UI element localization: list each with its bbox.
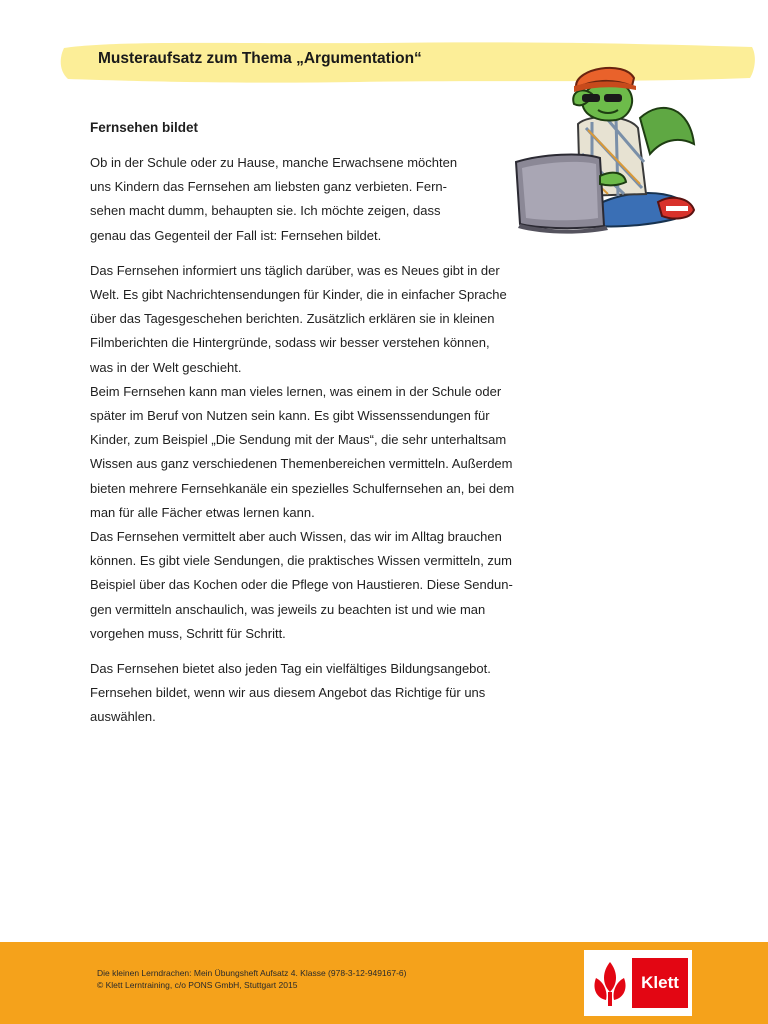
text-line: sehen macht dumm, behaupten sie. Ich möchte zeigen, dass bbox=[90, 203, 441, 219]
essay bbox=[90, 118, 570, 741]
text-line: können. Es gibt viele Sendungen, die praktisches Wissen vermitteln, zum bbox=[90, 553, 512, 569]
paragraph-main bbox=[90, 259, 570, 646]
text-line: uns Kindern das Fernsehen am liebsten ganz verbieten. Fern- bbox=[90, 179, 447, 195]
text-line: vorgehen muss, Schritt für Schritt. bbox=[90, 625, 286, 641]
text-line: Beispiel über das Kochen oder die Pflege von Haustieren. Diese Sendun- bbox=[90, 577, 513, 593]
text-line: Wissen aus ganz verschiedenen Themenbereichen vermitteln. Außerdem bbox=[90, 456, 513, 472]
klett-logo-icon bbox=[590, 958, 630, 1008]
text-line: gen vermitteln anschaulich, was jeweils zu beachten ist und wie man bbox=[90, 601, 486, 617]
paragraph-conclusion bbox=[90, 657, 570, 730]
credit-line: Die kleinen Lerndrachen: Mein Übungsheft Aufsatz 4. Klasse (978-3-12-949167-6) bbox=[97, 968, 407, 978]
footer-credits bbox=[97, 967, 407, 991]
text-line: Filmberichten die Hintergründe, sodass wir besser verstehen können, bbox=[90, 335, 490, 351]
text-line: genau das Gegenteil der Fall ist: Fernsehen bildet. bbox=[90, 227, 382, 243]
text-line: bieten mehrere Fernsehkanäle ein spezielles Schulfernsehen an, bei dem bbox=[90, 480, 515, 496]
text-line: was in der Welt geschieht. bbox=[90, 359, 242, 375]
credit-line: © Klett Lerntraining, c/o PONS GmbH, Stuttgart 2015 bbox=[97, 980, 298, 990]
text-line: Fernsehen bildet, wenn wir aus diesem Angebot das Richtige für uns bbox=[90, 685, 486, 701]
essay-heading: Fernsehen bildet bbox=[90, 120, 199, 135]
text-line: Kinder, zum Beispiel „Die Sendung mit der Maus“, die sehr unterhaltsam bbox=[90, 432, 507, 448]
text-line: über das Tagesgeschehen berichten. Zusätzlich erklären sie in kleinen bbox=[90, 311, 495, 327]
text-line: später im Beruf von Nutzen sein kann. Es gibt Wissenssendungen für bbox=[90, 408, 490, 424]
text-line: Ob in der Schule oder zu Hause, manche Erwachsene möchten bbox=[90, 155, 458, 170]
klett-wordmark: Klett bbox=[632, 958, 688, 1008]
text-line: Das Fernsehen vermittelt aber auch Wissen, das wir im Alltag brauchen bbox=[90, 529, 502, 545]
paragraph-introduction bbox=[90, 151, 570, 248]
text-line: auswählen. bbox=[90, 709, 156, 725]
text-line: Das Fernsehen bietet also jeden Tag ein vielfältiges Bildungsangebot. bbox=[90, 661, 491, 677]
footer bbox=[0, 942, 768, 1024]
text-line: Das Fernsehen informiert uns täglich darüber, was es Neues gibt in der bbox=[90, 262, 500, 278]
publisher-logo bbox=[584, 950, 692, 1016]
page-title: Musteraufsatz zum Thema „Argumentation“ bbox=[98, 50, 422, 67]
text-line: Welt. Es gibt Nachrichtensendungen für Kinder, die in einfacher Sprache bbox=[90, 287, 507, 303]
text-line: Beim Fernsehen kann man vieles lernen, was einem in der Schule oder bbox=[90, 383, 502, 399]
text-line: man für alle Fächer etwas lernen kann. bbox=[90, 504, 315, 520]
